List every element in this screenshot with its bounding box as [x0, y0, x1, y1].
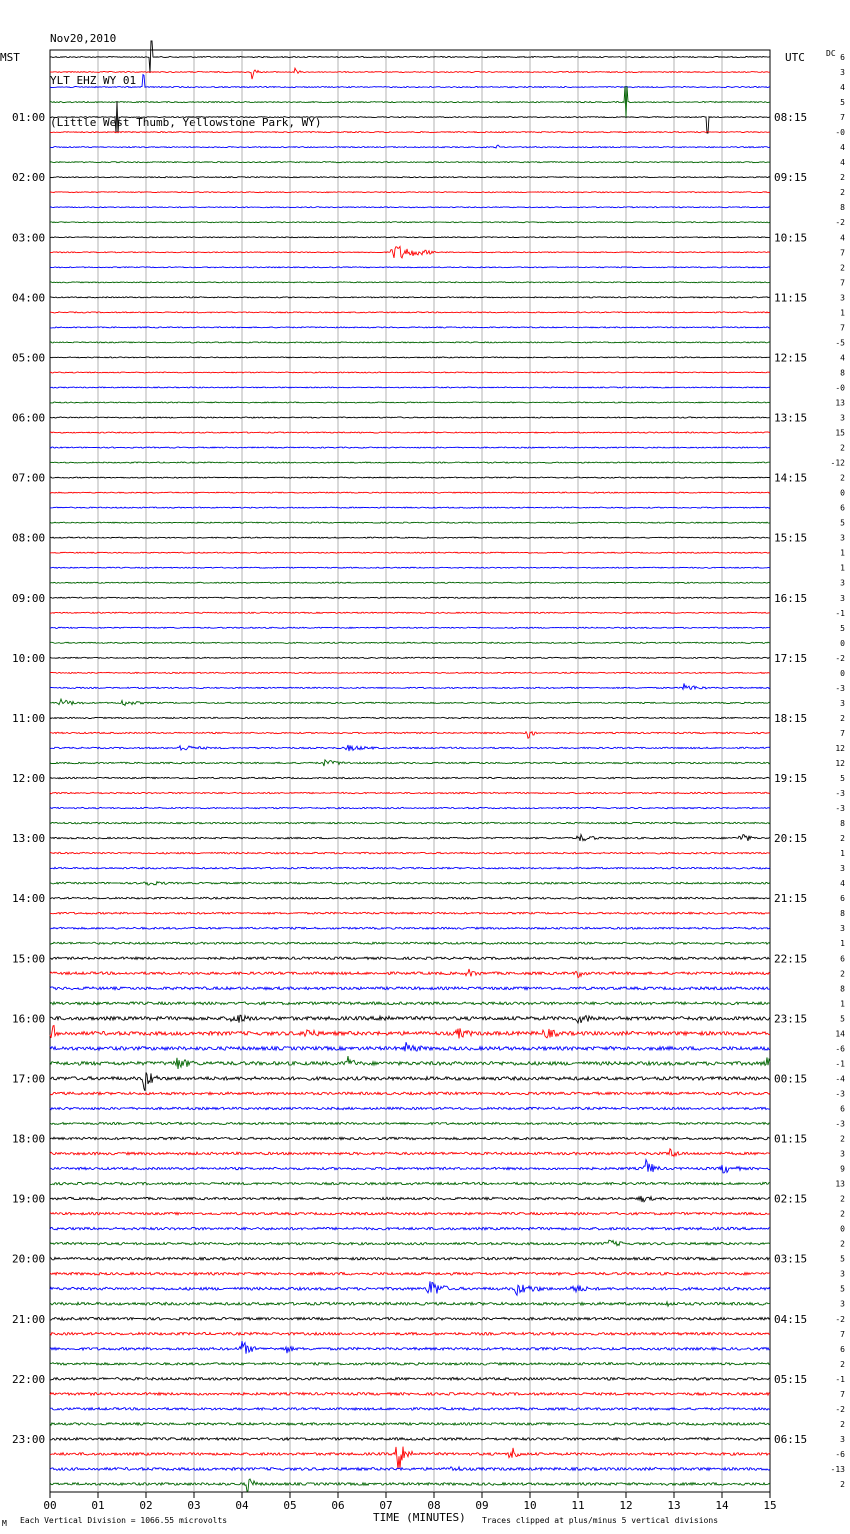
left-hour-label: 20:00 — [12, 1252, 46, 1266]
x-axis-label: TIME (MINUTES) — [373, 1511, 466, 1524]
right-hour-label: 05:15 — [774, 1372, 808, 1386]
trace-line — [50, 132, 770, 133]
dc-offset-value: 2 — [840, 188, 845, 198]
x-tick-label: 11 — [571, 1499, 585, 1512]
x-tick-label: 03 — [187, 1499, 201, 1512]
trace-line — [50, 672, 770, 673]
left-hour-label: 06:00 — [12, 411, 46, 425]
right-hour-label: 06:15 — [774, 1432, 808, 1446]
trace-line — [50, 145, 770, 148]
dc-offset-value: 5 — [840, 1284, 845, 1294]
left-hour-label: 02:00 — [12, 171, 46, 185]
trace-line — [50, 552, 770, 553]
left-hour-label: 22:00 — [12, 1372, 46, 1386]
trace-line — [50, 417, 770, 418]
trace-line — [50, 807, 770, 808]
dc-offset-value: -12 — [830, 458, 845, 468]
plot-frame — [50, 50, 770, 1492]
trace-line — [50, 101, 770, 133]
trace-line — [50, 477, 770, 478]
trace-line — [50, 1072, 770, 1090]
dc-offset-value: 12 — [835, 758, 845, 768]
trace-line — [50, 522, 770, 523]
trace-line — [50, 1363, 770, 1365]
x-tick-label: 08 — [427, 1499, 441, 1512]
trace-line — [50, 1042, 770, 1051]
dc-offset-value: 2 — [840, 1134, 845, 1144]
left-hour-label: 11:00 — [12, 711, 46, 725]
dc-offset-value: -13 — [830, 1464, 845, 1474]
left-hour-label: 01:00 — [12, 111, 46, 125]
dc-offset-value: 4 — [840, 879, 845, 889]
left-hour-label: 15:00 — [12, 952, 46, 966]
x-tick-label: 06 — [331, 1499, 345, 1512]
dc-offset-value: 4 — [840, 83, 845, 93]
trace-line — [50, 957, 770, 959]
left-hour-label: 10:00 — [12, 651, 46, 665]
dc-offset-value: -0 — [835, 128, 845, 138]
dc-offset-value: 5 — [840, 774, 845, 783]
dc-offset-value: 1 — [840, 563, 845, 573]
dc-offset-value: 13 — [835, 398, 845, 408]
dc-offset-value: -4 — [835, 1074, 845, 1084]
trace-line — [50, 1227, 770, 1230]
left-hour-label: 13:00 — [12, 832, 46, 846]
trace-line — [50, 627, 770, 628]
header-station: YLT EHZ WY 01 — [50, 74, 137, 87]
left-hour-label: 03:00 — [12, 231, 46, 245]
trace-line — [50, 1479, 770, 1491]
dc-offset-value: 3 — [840, 68, 845, 78]
scale-note: Each Vertical Division = 1066.55 microvolts — [20, 1516, 228, 1525]
dc-offset-value: -3 — [835, 683, 845, 693]
dc-offset-value: 8 — [840, 203, 845, 213]
trace-line — [50, 1272, 770, 1275]
dc-offset-value: 14 — [835, 1029, 845, 1039]
dc-offset-value: 15 — [835, 428, 845, 438]
trace-line — [50, 1026, 770, 1039]
corner-mark: M — [2, 1519, 7, 1528]
dc-offset-value: 1 — [840, 999, 845, 1009]
trace-line — [50, 1122, 770, 1124]
left-hour-label: 23:00 — [12, 1432, 46, 1446]
right-hour-label: 04:15 — [774, 1312, 808, 1326]
trace-line — [50, 642, 770, 643]
dc-offset-value: -2 — [835, 218, 845, 228]
dc-offset-value: 6 — [840, 954, 845, 964]
dc-offset-value: -3 — [835, 804, 845, 814]
trace-line — [50, 927, 770, 929]
dc-offset-value: 3 — [840, 293, 845, 303]
trace-line — [50, 86, 770, 118]
x-tick-label: 14 — [715, 1499, 729, 1512]
trace-line — [50, 1393, 770, 1396]
trace-line — [50, 1302, 770, 1306]
right-hour-label: 01:15 — [774, 1132, 808, 1146]
dc-offset-value: 5 — [840, 623, 845, 633]
x-tick-label: 13 — [667, 1499, 681, 1512]
trace-line — [50, 612, 770, 613]
trace-line — [50, 41, 770, 73]
dc-offset-value: 3 — [840, 1299, 845, 1309]
dc-offset-value: 4 — [840, 353, 845, 363]
trace-line — [50, 745, 770, 751]
dc-offset-value: -1 — [835, 1374, 845, 1384]
right-hour-label: 11:15 — [774, 291, 808, 305]
right-hour-label: 00:15 — [774, 1072, 808, 1086]
trace-line — [50, 1160, 770, 1173]
trace-line — [50, 942, 770, 944]
dc-offset-value: 2 — [840, 1209, 845, 1219]
trace-line — [50, 897, 770, 899]
left-timezone-label: MST — [0, 51, 20, 64]
dc-offset-value: -3 — [835, 1119, 845, 1129]
dc-offset-value: 13 — [835, 1179, 845, 1189]
dc-offset-value: 7 — [840, 278, 845, 288]
trace-line — [50, 912, 770, 914]
right-hour-label: 13:15 — [774, 411, 808, 425]
trace-line — [50, 1467, 770, 1471]
dc-offset-value: -2 — [835, 1314, 845, 1324]
dc-offset-value: 8 — [840, 368, 845, 378]
x-tick-label: 02 — [139, 1499, 153, 1512]
trace-line — [50, 1149, 770, 1157]
clip-note: Traces clipped at plus/minus 5 vertical divisions — [482, 1516, 719, 1525]
dc-offset-value: 7 — [840, 1389, 845, 1399]
right-hour-label: 19:15 — [774, 772, 808, 785]
dc-offset-value: 2 — [840, 443, 845, 453]
dc-offset-value: -6 — [835, 1044, 845, 1054]
right-hour-label: 12:15 — [774, 351, 808, 365]
trace-line — [50, 683, 770, 689]
dc-offset-value: -6 — [835, 1449, 845, 1459]
trace-line — [50, 582, 770, 583]
trace-line — [50, 699, 770, 705]
trace-line — [50, 492, 770, 493]
dc-offset-value: -2 — [835, 1404, 845, 1414]
dc-offset-value: 2 — [840, 173, 845, 183]
trace-line — [50, 717, 770, 718]
trace-line — [50, 1137, 770, 1139]
trace-line — [50, 247, 770, 258]
dc-offset-value: 5 — [840, 1254, 845, 1264]
trace-line — [50, 1438, 770, 1441]
dc-offset-value: 2 — [840, 1194, 845, 1204]
axes-group — [0, 49, 845, 1528]
dc-offset-value: -1 — [835, 1059, 845, 1069]
dc-offset-value: 2 — [840, 1239, 845, 1249]
left-hour-label: 09:00 — [12, 591, 46, 605]
dc-offset-value: -5 — [835, 338, 845, 348]
trace-line — [50, 1423, 770, 1425]
right-hour-label: 02:15 — [774, 1192, 808, 1206]
trace-line — [50, 969, 770, 978]
dc-offset-value: 7 — [840, 113, 845, 123]
right-hour-label: 17:15 — [774, 651, 808, 665]
dc-offset-value: 2 — [840, 713, 845, 723]
trace-line — [50, 1333, 770, 1336]
dc-offset-value: -3 — [835, 789, 845, 799]
trace-line — [50, 777, 770, 778]
trace-line — [50, 237, 770, 238]
trace-line — [50, 657, 770, 658]
trace-line — [50, 372, 770, 373]
trace-line — [50, 68, 770, 79]
trace-line — [50, 1257, 770, 1260]
x-tick-label: 04 — [235, 1499, 249, 1512]
dc-offset-value: 2 — [840, 263, 845, 273]
dc-offset-value: 5 — [840, 1014, 845, 1024]
dc-offset-value: 3 — [840, 1434, 845, 1444]
dc-offset-value: 2 — [840, 1419, 845, 1429]
right-hour-label: 23:15 — [774, 1012, 808, 1026]
dc-offset-value: 7 — [840, 1329, 845, 1339]
trace-line — [50, 282, 770, 283]
trace-line — [50, 835, 770, 841]
dc-offset-value: 2 — [840, 473, 845, 483]
trace-line — [50, 567, 770, 568]
dc-offset-value: 1 — [840, 849, 845, 859]
dc-offset-value: 3 — [840, 924, 845, 934]
dc-offset-value: 2 — [840, 834, 845, 844]
dc-offset-value: 3 — [840, 413, 845, 423]
dc-offset-value: 8 — [840, 984, 845, 994]
left-hour-label: 16:00 — [12, 1012, 46, 1026]
dc-offset-value: 3 — [840, 1269, 845, 1279]
trace-line — [50, 987, 770, 990]
trace-line — [50, 867, 770, 869]
right-hour-label: 10:15 — [774, 231, 808, 245]
trace-line — [50, 1281, 770, 1295]
dc-offset-value: 12 — [835, 743, 845, 753]
dc-offset-value: 3 — [840, 593, 845, 603]
dc-offset-value: 0 — [840, 1224, 845, 1234]
trace-line — [50, 1196, 770, 1202]
dc-offset-value: -1 — [835, 608, 845, 618]
trace-line — [50, 342, 770, 343]
trace-line — [50, 387, 770, 388]
trace-line — [50, 1447, 770, 1470]
right-timezone-label: UTC — [785, 51, 805, 64]
right-hour-label: 16:15 — [774, 591, 808, 605]
trace-line — [50, 760, 770, 766]
x-tick-label: 05 — [283, 1499, 297, 1512]
trace-line — [50, 1212, 770, 1214]
dc-offset-value: 6 — [840, 53, 845, 62]
dc-offset-value: 1 — [840, 548, 845, 558]
dc-offset-value: 2 — [840, 1359, 845, 1369]
dc-offset-value: 8 — [840, 819, 845, 829]
left-hour-label: 07:00 — [12, 471, 46, 485]
left-hour-label: 21:00 — [12, 1312, 46, 1326]
trace-line — [50, 222, 770, 223]
trace-line — [50, 1092, 770, 1095]
dc-offset-value: 6 — [840, 1344, 845, 1354]
x-tick-label: 07 — [379, 1499, 393, 1512]
trace-line — [50, 327, 770, 328]
trace-line — [50, 267, 770, 268]
dc-offset-value: 7 — [840, 323, 845, 333]
left-hour-label: 04:00 — [12, 291, 46, 305]
trace-line — [50, 207, 770, 208]
dc-offset-value: 0 — [840, 638, 845, 648]
dc-offset-value: -0 — [835, 383, 845, 393]
dc-offset-value: 3 — [840, 864, 845, 874]
dc-offset-value: 5 — [840, 518, 845, 528]
right-hour-label: 20:15 — [774, 832, 808, 846]
trace-line — [50, 882, 770, 886]
trace-line — [50, 162, 770, 163]
trace-line — [50, 1002, 770, 1005]
left-hour-label: 14:00 — [12, 892, 46, 906]
trace-line — [50, 1378, 770, 1381]
trace-line — [50, 1318, 770, 1321]
trace-line — [50, 1015, 770, 1023]
dc-offset-value: 7 — [840, 248, 845, 258]
trace-line — [50, 192, 770, 193]
left-hour-label: 08:00 — [12, 531, 46, 545]
left-hour-label: 18:00 — [12, 1132, 46, 1146]
right-hour-label: 14:15 — [774, 471, 808, 485]
dc-offset-value: 6 — [840, 1104, 845, 1114]
header-date: Nov20,2010 — [50, 32, 117, 45]
right-hour-label: 08:15 — [774, 111, 808, 125]
dc-offset-value: 0 — [840, 668, 845, 678]
dc-offset-value: 2 — [840, 969, 845, 979]
trace-line — [50, 432, 770, 433]
trace-line — [50, 357, 770, 358]
dc-offset-value: 4 — [840, 233, 845, 243]
dc-offset-value: 9 — [840, 1164, 845, 1174]
right-hour-label: 03:15 — [774, 1252, 808, 1266]
left-hour-label: 05:00 — [12, 351, 46, 365]
dc-offset-value: 1 — [840, 308, 845, 318]
right-hour-label: 09:15 — [774, 171, 808, 185]
header-location: (Little West Thumb, Yellowstone Park, WY) — [50, 116, 322, 129]
x-tick-label: 12 — [619, 1499, 633, 1512]
trace-line — [50, 75, 770, 88]
trace-line — [50, 297, 770, 298]
x-tick-label: 09 — [475, 1499, 489, 1512]
dc-offset-value: 3 — [840, 533, 845, 543]
dc-offset-value: 0 — [840, 488, 845, 498]
trace-line — [50, 177, 770, 178]
trace-line — [50, 732, 770, 739]
trace-line — [50, 1107, 770, 1109]
x-tick-label: 10 — [523, 1499, 537, 1512]
trace-line — [50, 852, 770, 854]
trace-line — [50, 597, 770, 598]
dc-offset-value: 4 — [840, 158, 845, 168]
x-tick-label: 01 — [91, 1499, 105, 1512]
trace-line — [50, 1056, 770, 1069]
right-hour-label: 15:15 — [774, 531, 808, 545]
trace-group — [50, 41, 770, 1491]
x-tick-label: 15 — [763, 1499, 777, 1512]
dc-offset-value: 3 — [840, 578, 845, 588]
minute-grid — [50, 50, 770, 1492]
trace-line — [50, 507, 770, 508]
trace-line — [50, 537, 770, 538]
dc-offset-value: 7 — [840, 728, 845, 738]
right-hour-label: 21:15 — [774, 892, 808, 906]
right-hour-label: 22:15 — [774, 952, 808, 966]
trace-line — [50, 402, 770, 403]
trace-line — [50, 447, 770, 448]
trace-line — [50, 312, 770, 313]
dc-offset-value: 4 — [840, 143, 845, 153]
dc-offset-value: 3 — [840, 1149, 845, 1159]
trace-line — [50, 822, 770, 824]
left-hour-label: 19:00 — [12, 1192, 46, 1206]
dc-offset-value: -2 — [835, 653, 845, 663]
trace-line — [50, 1240, 770, 1245]
trace-line — [50, 792, 770, 793]
dc-offset-value: 6 — [840, 894, 845, 904]
dc-label: DC — [826, 49, 836, 58]
dc-offset-value: -3 — [835, 1089, 845, 1099]
right-hour-label: 18:15 — [774, 711, 808, 725]
dc-offset-value: 2 — [840, 1479, 845, 1489]
trace-line — [50, 462, 770, 463]
left-hour-label: 17:00 — [12, 1072, 46, 1086]
trace-line — [50, 1408, 770, 1410]
trace-line — [50, 1182, 770, 1184]
dc-offset-value: 1 — [840, 939, 845, 949]
dc-offset-value: 6 — [840, 503, 845, 513]
x-tick-label: 00 — [43, 1499, 57, 1512]
dc-offset-value: 5 — [840, 98, 845, 108]
dc-offset-value: 3 — [840, 698, 845, 708]
dc-offset-value: 8 — [840, 909, 845, 919]
left-hour-label: 12:00 — [12, 772, 46, 785]
trace-line — [50, 1341, 770, 1354]
